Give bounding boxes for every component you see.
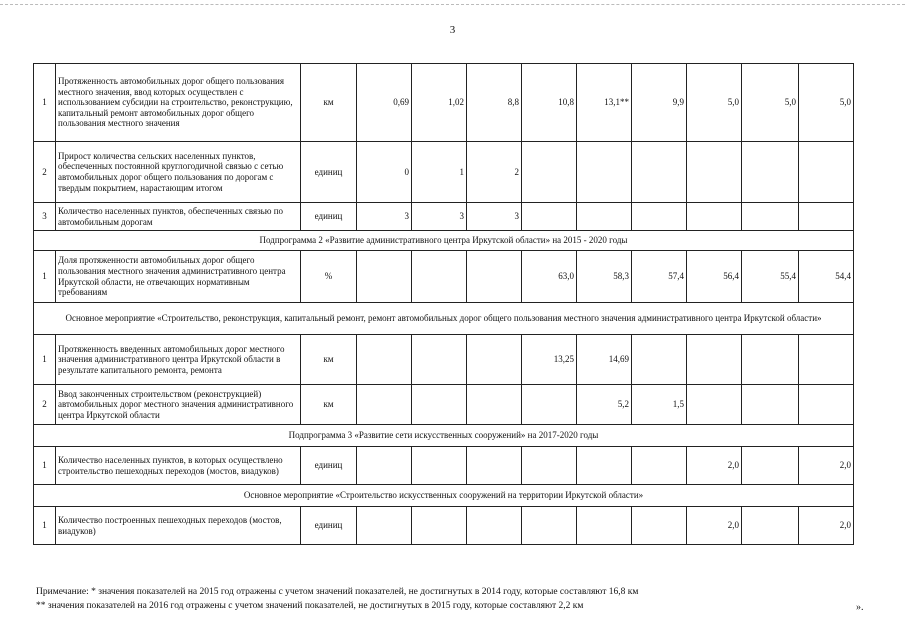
value-cell — [742, 447, 799, 485]
section-title: Основное мероприятие «Строительство искусственных сооружений на территории Иркутской области» — [34, 485, 854, 507]
value-cell — [742, 335, 799, 385]
unit-cell: единиц — [301, 203, 357, 231]
section-header-row — [34, 231, 854, 251]
value-cell: 63,0 — [522, 251, 577, 303]
table-row — [34, 251, 854, 303]
value-cell: 2 — [467, 142, 522, 203]
row-number: 2 — [34, 142, 56, 203]
value-cell — [687, 335, 742, 385]
indicator-name: Количество населенных пунктов, в которых осуществлено строительство пешеходных переходов (мостов, виадуков) — [56, 447, 301, 485]
value-cell — [467, 251, 522, 303]
value-cell: 1,5 — [632, 385, 687, 425]
value-cell: 1 — [412, 142, 467, 203]
indicator-name: Доля протяженности автомобильных дорог общего пользования местного значения административного центра Иркутской области, не отвечающих нормативным требованиям — [56, 251, 301, 303]
value-cell — [577, 507, 632, 545]
indicator-name: Количество населенных пунктов, обеспеченных связью по автомобильным дорогам — [56, 203, 301, 231]
value-cell: 5,0 — [799, 64, 854, 142]
table-row — [34, 385, 854, 425]
footnotes — [36, 586, 876, 614]
value-cell — [357, 507, 412, 545]
page-number: 3 — [449, 24, 456, 36]
value-cell: 54,4 — [799, 251, 854, 303]
indicator-name: Прирост количества сельских населенных пунктов, обеспеченных постоянной круглогодичной связью с сетью автомобильных дорог общего пользования по дорогам с твердым покрытием, нарастающим итогом — [56, 142, 301, 203]
value-cell — [467, 385, 522, 425]
value-cell — [357, 335, 412, 385]
row-number: 1 — [34, 251, 56, 303]
section-header-row — [34, 485, 854, 507]
table-row — [34, 203, 854, 231]
value-cell — [632, 203, 687, 231]
indicator-name: Протяженность автомобильных дорог общего пользования местного значения, ввод которых осуществлен с использованием субсидии на строительство, реконструкцию, капитальный ремонт автомобильных дорог общего пользования местного значения — [56, 64, 301, 142]
value-cell — [742, 203, 799, 231]
value-cell — [412, 335, 467, 385]
value-cell: 0,69 — [357, 64, 412, 142]
row-number: 1 — [34, 64, 56, 142]
value-cell — [632, 507, 687, 545]
value-cell — [522, 385, 577, 425]
table-row — [34, 335, 854, 385]
footnote-2: ** значения показателей на 2016 год отражены с учетом значений показателей, не достигнутых в 2015 году, которые составляют 2,2 км — [36, 600, 584, 611]
value-cell — [522, 142, 577, 203]
value-cell — [467, 507, 522, 545]
value-cell: 14,69 — [577, 335, 632, 385]
value-cell — [467, 447, 522, 485]
value-cell — [799, 385, 854, 425]
footnote-1: Примечание: * значения показателей на 2015 год отражены с учетом значений показателей, не достигнутых в 2014 году, которые составляют 16,8 км — [36, 587, 639, 597]
value-cell: 10,8 — [522, 64, 577, 142]
value-cell — [357, 251, 412, 303]
section-title: Подпрограмма 2 «Развитие административного центра Иркутской области» на 2015 - 2020 годы — [34, 231, 854, 251]
row-number: 1 — [34, 447, 56, 485]
value-cell — [467, 335, 522, 385]
value-cell — [799, 142, 854, 203]
value-cell: 2,0 — [799, 447, 854, 485]
value-cell — [357, 447, 412, 485]
closing-quote: ». — [856, 602, 864, 613]
value-cell — [577, 447, 632, 485]
value-cell: 3 — [467, 203, 522, 231]
unit-cell: км — [301, 385, 357, 425]
table-row — [34, 507, 854, 545]
indicator-name: Протяженность введенных автомобильных дорог местного значения административного центра Иркутской области в результате капитального ремонта, ремонта — [56, 335, 301, 385]
value-cell — [522, 203, 577, 231]
value-cell: 8,8 — [467, 64, 522, 142]
section-title: Основное мероприятие «Строительство, реконструкция, капитальный ремонт, ремонт автомобильных дорог общего пользования местного значения административного центра Иркутской области» — [34, 303, 854, 335]
value-cell: 2,0 — [687, 507, 742, 545]
value-cell: 5,0 — [742, 64, 799, 142]
value-cell — [412, 385, 467, 425]
value-cell: 9,9 — [632, 64, 687, 142]
unit-cell: единиц — [301, 507, 357, 545]
indicator-name: Ввод законченных строительством (реконструкцией) автомобильных дорог местного значения административного центра Иркутской области — [56, 385, 301, 425]
value-cell: 55,4 — [742, 251, 799, 303]
value-cell — [632, 447, 687, 485]
value-cell: 57,4 — [632, 251, 687, 303]
value-cell — [742, 507, 799, 545]
value-cell — [412, 507, 467, 545]
table-row — [34, 447, 854, 485]
row-number: 3 — [34, 203, 56, 231]
row-number: 1 — [34, 507, 56, 545]
indicators-table — [33, 63, 854, 545]
value-cell — [742, 385, 799, 425]
section-header-row — [34, 303, 854, 335]
value-cell: 5,0 — [687, 64, 742, 142]
value-cell — [632, 335, 687, 385]
value-cell — [357, 385, 412, 425]
value-cell — [799, 335, 854, 385]
value-cell — [577, 142, 632, 203]
top-scan-rule — [0, 4, 905, 5]
indicator-name: Количество построенных пешеходных переходов (мостов, виадуков) — [56, 507, 301, 545]
section-header-row — [34, 425, 854, 447]
row-number: 2 — [34, 385, 56, 425]
value-cell — [522, 447, 577, 485]
value-cell: 1,02 — [412, 64, 467, 142]
value-cell — [522, 507, 577, 545]
unit-cell: км — [301, 64, 357, 142]
value-cell — [742, 142, 799, 203]
table-row — [34, 64, 854, 142]
value-cell — [632, 142, 687, 203]
row-number: 1 — [34, 335, 56, 385]
value-cell — [412, 447, 467, 485]
value-cell: 13,25 — [522, 335, 577, 385]
value-cell: 56,4 — [687, 251, 742, 303]
value-cell: 5,2 — [577, 385, 632, 425]
value-cell — [412, 251, 467, 303]
value-cell: 2,0 — [799, 507, 854, 545]
value-cell: 58,3 — [577, 251, 632, 303]
value-cell: 13,1** — [577, 64, 632, 142]
value-cell: 3 — [357, 203, 412, 231]
value-cell — [577, 203, 632, 231]
unit-cell: единиц — [301, 447, 357, 485]
value-cell — [687, 142, 742, 203]
value-cell — [799, 203, 854, 231]
value-cell — [687, 385, 742, 425]
unit-cell: единиц — [301, 142, 357, 203]
unit-cell: % — [301, 251, 357, 303]
value-cell: 3 — [412, 203, 467, 231]
value-cell: 2,0 — [687, 447, 742, 485]
value-cell — [687, 203, 742, 231]
table-row — [34, 142, 854, 203]
value-cell: 0 — [357, 142, 412, 203]
unit-cell: км — [301, 335, 357, 385]
section-title: Подпрограмма 3 «Развитие сети искусственных сооружений» на 2017-2020 годы — [34, 425, 854, 447]
